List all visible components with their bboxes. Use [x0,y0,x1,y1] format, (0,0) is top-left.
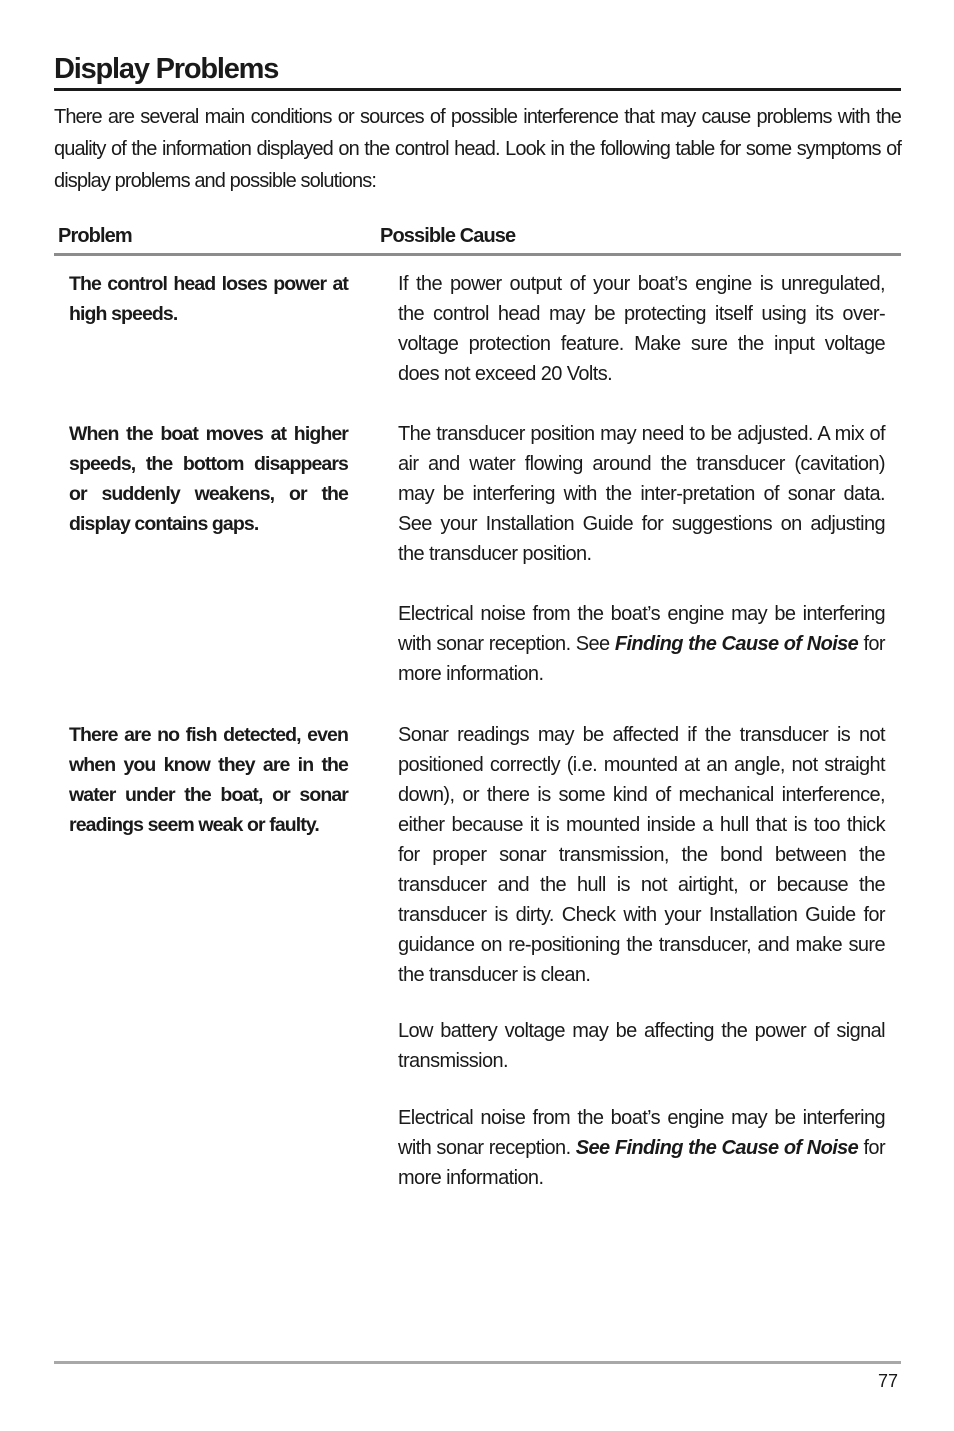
cause-text-segment: Electrical noise from the boat’s engine may be interfering with sonar reception. See [398,603,885,655]
header-divider [54,253,901,256]
cross-reference-emphasis: Finding the Cause of Noise [614,633,859,655]
cross-reference-emphasis: See Finding the Cause of Noise [575,1137,859,1159]
footer-divider [54,1361,901,1364]
cause-paragraph [398,1103,885,1193]
cause-paragraph: If the power output of your boat’s engine is unregulated, the control head may be protecting itself using its over-voltage protection feature. Make sure the input voltage does not exceed 20 Volts. [398,273,885,385]
column-header-problem: Problem [58,225,132,247]
title-divider [54,88,901,91]
column-header-possible-cause: Possible Cause [380,225,516,247]
cause-text-segment: Electrical noise from the boat’s engine may be interfering with sonar reception. [398,1107,885,1159]
page-number: 77 [877,1371,898,1391]
cause-paragraph: Sonar readings may be affected if the transducer is not positioned correctly (i.e. mounted at an angle, not straight down), or there is some kind of mechanical interference, either because it is mounted inside a hull that is too thick for proper sonar transmission, the bond between the transducer and the hull is not airtight, or because the transducer is dirty. Check with your Installation Guide for guidance on re-positioning the transducer, and make sure the transducer is clean. [398,724,885,986]
page-title: Display Problems [54,53,279,85]
problem-cell: The control head loses power at high speeds. [69,273,348,325]
cause-paragraph: The transducer position may need to be adjusted. A mix of air and water flowing around the transducer (cavitation) may be interfering with the inter-pretation of sonar data. See your Installation Guide for suggestions on adjusting the transducer position. [398,423,885,565]
intro-paragraph: There are several main conditions or sources of possible interference that may cause problems with the quality of the information displayed on the control head. Look in the following table for some symptoms of display problems and possible solutions: [54,106,901,192]
cause-text-segment: for more information. [398,1137,886,1189]
cause-text-segment: for more information. [398,633,885,685]
cause-paragraph [398,599,885,689]
cause-paragraph: Low battery voltage may be affecting the power of signal transmission. [398,1020,885,1072]
problem-cell: There are no fish detected, even when you know they are in the water under the boat, or sonar readings seem weak or faulty. [69,724,348,836]
problem-cell: When the boat moves at higher speeds, the bottom disappears or suddenly weakens, or the display contains gaps. [69,423,348,535]
